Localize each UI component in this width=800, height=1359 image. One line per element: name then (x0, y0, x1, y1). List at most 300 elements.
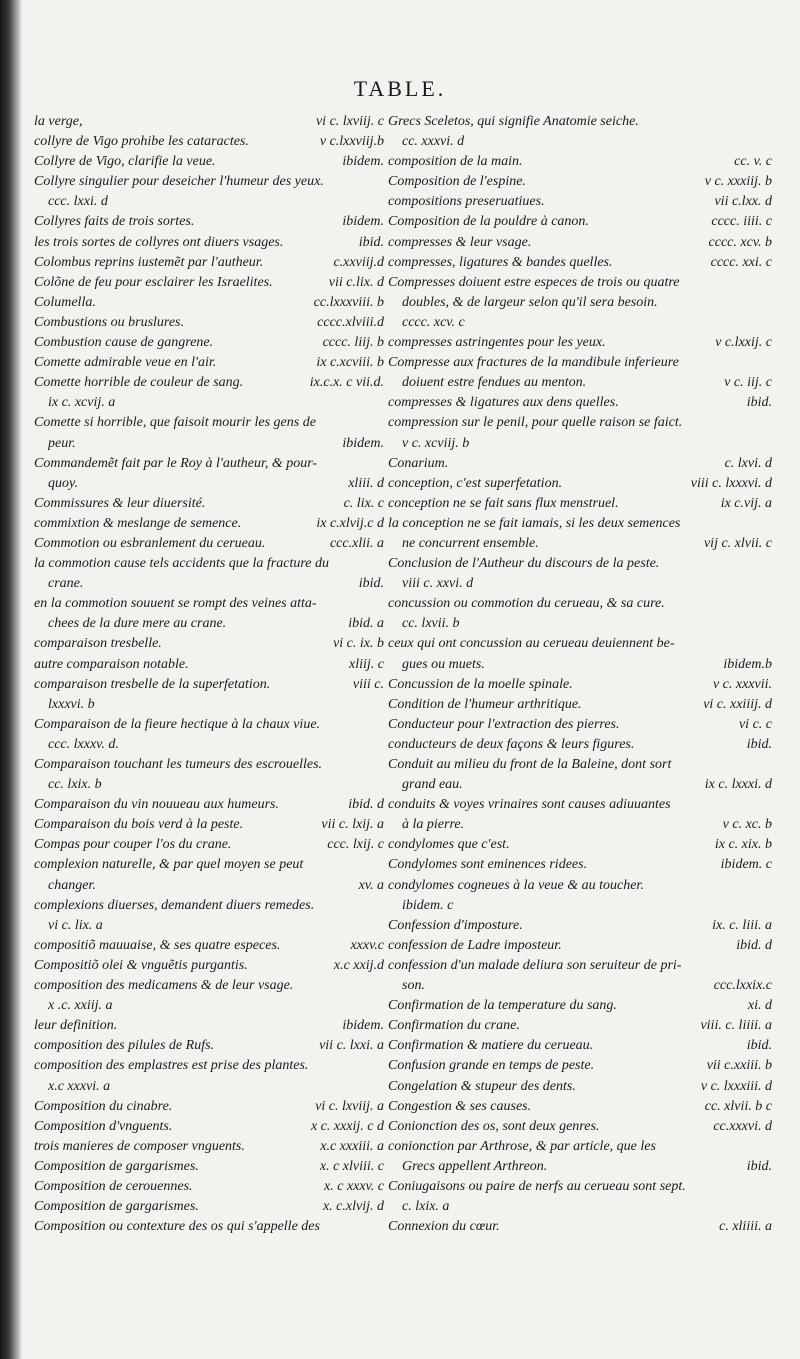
entry-text: composition des emplastres est prise des plantes. (34, 1058, 309, 1074)
index-entry (34, 976, 384, 1016)
index-entry (34, 333, 384, 353)
entry-reference: ibidem. c (720, 857, 772, 873)
index-entry-line (388, 434, 772, 454)
entry-text: composition des pilules de Rufs. (34, 1038, 215, 1054)
entry-text: Composition de l'espine. (388, 174, 526, 190)
entry-text: ibidem. c (402, 897, 454, 913)
entry-reference: cccc. xcv. b (708, 234, 772, 250)
entry-text: Compresse aux fractures de la mandibule inferieure (388, 355, 679, 371)
entry-reference: ccc.lxxix.c (713, 978, 772, 994)
entry-text: Composition de gargarismes. (34, 1199, 199, 1215)
index-entry-line (34, 554, 384, 574)
index-entry (34, 172, 384, 212)
entry-text: Grecs appellent Arthreon. (402, 1158, 548, 1174)
entry-text: Condition de l'humeur arthritique. (388, 696, 582, 712)
index-entry (388, 273, 772, 333)
entry-text: conception, c'est superfetation. (388, 475, 563, 491)
entry-text: c. lxix. a (402, 1199, 450, 1215)
index-entry-line (34, 1097, 384, 1117)
index-entry (388, 112, 772, 152)
index-entry-line (388, 1177, 772, 1197)
index-entry-line (34, 1217, 384, 1237)
entry-text: quoy. (48, 475, 78, 491)
index-entry-line (34, 474, 384, 494)
index-entry-line (388, 634, 772, 654)
index-entry-line (34, 815, 384, 835)
index-entry-line (34, 253, 384, 273)
index-entry (388, 1097, 772, 1117)
entry-text: Commotion ou esbranlement du cerueau. (34, 535, 266, 551)
index-entry (388, 916, 772, 936)
entry-text: confession de Ladre imposteur. (388, 937, 562, 953)
entry-text: conducteurs de deux façons & leurs figures. (388, 736, 635, 752)
index-entry-line (34, 1036, 384, 1056)
entry-reference: ccc. lxij. c (327, 837, 384, 853)
index-entry-line (388, 554, 772, 574)
entry-reference: xliii. d (348, 475, 384, 491)
index-entry (388, 1056, 772, 1076)
entry-reference: ibidem. (342, 214, 384, 230)
index-entry (34, 835, 384, 855)
index-entry (388, 474, 772, 494)
entry-reference: ibid. (746, 395, 772, 411)
index-entry (34, 353, 384, 373)
index-entry (34, 554, 384, 594)
index-entry (388, 353, 772, 393)
index-entry-line (388, 775, 772, 795)
index-entry (388, 795, 772, 835)
index-entry-line (34, 695, 384, 715)
entry-reference: ibid. (746, 1038, 772, 1054)
entry-reference: ibid. (746, 1158, 772, 1174)
entry-text: v c. xcviij. b (402, 435, 470, 451)
entry-reference: vii c. lxij. a (321, 817, 384, 833)
entry-text: confession d'un malade deliura son seruiteur de pri- (388, 957, 682, 973)
page-header: TABLE. (353, 76, 447, 101)
entry-text: composition de la main. (388, 154, 523, 170)
index-entry (34, 956, 384, 976)
index-entry (388, 233, 772, 253)
entry-reference: c. lix. c (343, 495, 384, 511)
index-entry-line (34, 1077, 384, 1097)
index-entry (34, 273, 384, 293)
index-entry-line (34, 293, 384, 313)
index-entry-line (388, 353, 772, 373)
index-entry-line (388, 1217, 772, 1237)
entry-text: Compresses doiuent estre especes de trois ou quatre (388, 274, 680, 290)
index-entry-line (34, 454, 384, 474)
entry-text: viii c. xxvi. d (402, 576, 474, 592)
entry-text: compresses & ligatures aux dens quelles. (388, 395, 619, 411)
index-entry-line (388, 835, 772, 855)
entry-reference: cc.lxxxviii. b (313, 294, 384, 310)
index-entry (34, 815, 384, 835)
entry-text: Confirmation de la temperature du sang. (388, 998, 617, 1014)
index-entry-line (34, 534, 384, 554)
index-entry-line (34, 192, 384, 212)
index-entry-line (388, 815, 772, 835)
entry-text: ccc. lxxi. d (48, 194, 108, 210)
entry-reference: viii c. (352, 676, 384, 692)
entry-reference: vi c. xxiiij. d (703, 696, 772, 712)
left-column (34, 112, 384, 1237)
index-entry-line (34, 1056, 384, 1076)
index-entry (388, 695, 772, 715)
index-entry (388, 514, 772, 554)
index-entry-line (388, 896, 772, 916)
index-entry-line (34, 514, 384, 534)
index-entry-line (34, 976, 384, 996)
entry-reference: ibid. d (736, 937, 772, 953)
entry-text: à la pierre. (402, 817, 465, 833)
entry-reference: x c. xxxij. c d (310, 1118, 384, 1134)
index-entry-line (34, 574, 384, 594)
entry-reference: viii c. lxxxvi. d (690, 475, 772, 491)
entry-text: Conarium. (388, 455, 449, 471)
entry-text: Confirmation & matiere du cerueau. (388, 1038, 594, 1054)
index-entry-line (388, 855, 772, 875)
index-entry (34, 1157, 384, 1177)
entry-text: Collyre de Vigo, clarifie la veue. (34, 154, 216, 170)
entry-text: comparaison tresbelle. (34, 636, 162, 652)
entry-reference: cccc. liij. b (322, 335, 384, 351)
index-entry (34, 454, 384, 494)
index-entry-line (388, 474, 772, 494)
index-entry (34, 112, 384, 132)
entry-text: Combustions ou bruslures. (34, 314, 185, 330)
index-entry-line (34, 594, 384, 614)
index-entry-line (388, 1097, 772, 1117)
index-entry (34, 212, 384, 232)
index-entry (34, 1197, 384, 1217)
index-entry (388, 594, 772, 634)
entry-reference: ix c. xix. b (714, 837, 772, 853)
index-entry-line (34, 152, 384, 172)
entry-text: vi c. lix. a (48, 917, 103, 933)
entry-reference: xxxv.c (350, 937, 384, 953)
index-entry (388, 996, 772, 1016)
entry-reference: vi c. lxviij. c (315, 114, 384, 129)
index-entry-line (34, 1016, 384, 1036)
entry-text: Compas pour couper l'os du crane. (34, 837, 232, 853)
index-entry-line (34, 353, 384, 373)
index-entry (34, 413, 384, 453)
entry-text: trois manieres de composer vnguents. (34, 1138, 245, 1154)
index-entry-line (388, 735, 772, 755)
entry-reference: ccc.xlii. a (329, 535, 384, 551)
entry-text: Composition de la pouldre à canon. (388, 214, 589, 230)
index-entry-line (34, 373, 384, 393)
entry-reference: vii c.lix. d (328, 274, 384, 290)
index-entry-line (388, 976, 772, 996)
index-entry (34, 1097, 384, 1117)
right-column (388, 112, 772, 1237)
entry-reference: cc. v. c (734, 154, 772, 170)
index-entry (388, 333, 772, 353)
index-entry (34, 795, 384, 815)
index-entry-line (388, 212, 772, 232)
entry-text: compresses & leur vsage. (388, 234, 532, 250)
index-entry-line (34, 735, 384, 755)
entry-reference: v c. lxxxiii. d (700, 1078, 772, 1094)
entry-text: collyre de Vigo prohibe les cataractes. (34, 134, 249, 150)
index-entry-line (34, 634, 384, 654)
index-entry-line (388, 514, 772, 534)
index-entry (388, 413, 772, 453)
index-entry (388, 1117, 772, 1137)
index-entry (34, 675, 384, 715)
entry-text: conduits & voyes vrinaires sont causes adiuuantes (388, 797, 671, 813)
index-entry-line (388, 614, 772, 634)
index-entry-line (388, 695, 772, 715)
index-entry (34, 896, 384, 936)
entry-reference: v c. xc. b (722, 817, 772, 833)
index-entry-line (388, 172, 772, 192)
entry-text: Condylomes sont eminences ridees. (388, 857, 588, 873)
index-entry (388, 1077, 772, 1097)
entry-text: doubles, & de largeur selon qu'il sera besoin. (402, 294, 658, 310)
index-entry-line (34, 916, 384, 936)
index-entry (388, 1016, 772, 1036)
entry-text: concussion ou commotion du cerueau, & sa cure. (388, 596, 665, 612)
index-entry-line (34, 675, 384, 695)
index-entry-line (388, 293, 772, 313)
index-entry-line (388, 594, 772, 614)
index-entry-line (388, 1117, 772, 1137)
entry-text: en la commotion souuent se rompt des veines atta- (34, 596, 317, 612)
index-entry-line (34, 795, 384, 815)
index-entry-line (34, 212, 384, 232)
entry-reference: ibidem. (342, 154, 384, 170)
entry-text: compositions preseruatiues. (388, 194, 545, 210)
entry-reference: vii c.lxx. d (714, 194, 772, 210)
entry-text: x.c xxxvi. a (48, 1078, 111, 1094)
index-entry (34, 655, 384, 675)
index-entry (34, 1016, 384, 1036)
entry-reference: x. c xlviii. c (319, 1158, 384, 1174)
index-entry (388, 735, 772, 755)
index-entry-line (388, 795, 772, 815)
entry-text: Composition de cerouennes. (34, 1178, 193, 1194)
index-entry (388, 393, 772, 413)
entry-text: composition des medicamens & de leur vsage. (34, 978, 294, 994)
entry-reference: ix c.vij. a (720, 495, 772, 511)
index-entry-line (34, 112, 384, 132)
index-entry (388, 675, 772, 695)
index-entry (388, 1036, 772, 1056)
entry-text: commixtion & meslange de semence. (34, 515, 242, 531)
index-entry-line (388, 373, 772, 393)
entry-reference: v c.lxxij. c (715, 335, 772, 351)
index-entry (388, 1177, 772, 1217)
entry-text: Confirmation du crane. (388, 1018, 520, 1034)
index-entry-line (34, 1197, 384, 1217)
index-entry-line (388, 393, 772, 413)
index-entry (34, 594, 384, 634)
index-entry-line (388, 936, 772, 956)
entry-reference: x. c xxxv. c (324, 1178, 384, 1194)
entry-text: Comparaison du vin nouueau aux humeurs. (34, 797, 279, 813)
index-entry-line (388, 454, 772, 474)
index-entry (388, 152, 772, 172)
entry-text: la verge, (34, 114, 83, 129)
index-entry (34, 514, 384, 534)
entry-text: Conducteur pour l'extraction des pierres. (388, 716, 620, 732)
index-entry-line (34, 273, 384, 293)
index-entry-line (388, 494, 772, 514)
index-entry-line (34, 715, 384, 735)
entry-text: Congelation & stupeur des dents. (388, 1078, 576, 1094)
entry-text: compresses, ligatures & bandes quelles. (388, 254, 613, 270)
entry-text: Columella. (34, 294, 96, 310)
entry-reference: cccc. xxi. c (710, 254, 772, 270)
index-entry-line (388, 956, 772, 976)
entry-reference: vi c. ix. b (333, 636, 384, 652)
entry-text: complexion naturelle, & par quel moyen se peut (34, 857, 304, 873)
entry-reference: xi. d (747, 998, 772, 1014)
index-entry-line (34, 1117, 384, 1137)
entry-reference: cccc.xlviii.d (317, 314, 384, 330)
index-entry (388, 855, 772, 875)
entry-reference: ibidem.b (723, 656, 772, 672)
index-entry-line (388, 112, 772, 132)
entry-text: leur definition. (34, 1018, 118, 1034)
entry-text: Collyres faits de trois sortes. (34, 214, 195, 230)
index-entry-line (34, 956, 384, 976)
index-entry-line (34, 936, 384, 956)
index-entry (34, 634, 384, 654)
entry-text: son. (402, 978, 425, 994)
entry-text: condylomes que c'est. (388, 837, 510, 853)
index-entry-line (388, 675, 772, 695)
index-entry (34, 1117, 384, 1137)
index-entry-line (388, 1077, 772, 1097)
entry-reference: vii c. lxxi. a (319, 1038, 384, 1054)
index-entry (34, 755, 384, 795)
entry-reference: ibid. d (348, 797, 384, 813)
entry-text: Composition du cinabre. (34, 1098, 173, 1114)
index-entry (388, 715, 772, 735)
index-entry (34, 253, 384, 273)
index-entry (388, 554, 772, 594)
entry-text: la conception ne se fait iamais, si les deux semences (388, 515, 681, 531)
index-entry-line (388, 253, 772, 273)
entry-text: Composition de gargarismes. (34, 1158, 199, 1174)
index-entry-line (34, 855, 384, 875)
index-entry-line (388, 715, 772, 735)
entry-text: Composition ou contexture des os qui s'appelle des (34, 1219, 320, 1235)
entry-text: lxxxvi. b (48, 696, 95, 712)
index-entry-line (388, 273, 772, 293)
entry-reference: c. xliiii. a (719, 1219, 772, 1235)
entry-text: Comette admirable veue en l'air. (34, 355, 217, 371)
index-entry-line (388, 1036, 772, 1056)
entry-reference: ibid. (358, 234, 384, 250)
entry-text: gues ou muets. (402, 656, 485, 672)
entry-text: conionction par Arthrose, & par article, que les (388, 1138, 656, 1154)
index-entry-line (34, 655, 384, 675)
index-entry-line (388, 152, 772, 172)
entry-reference: v c. xxxvii. (712, 676, 772, 692)
index-entry-line (388, 1056, 772, 1076)
entry-text: Confession d'imposture. (388, 917, 523, 933)
entry-text: Comparaison du bois verd à la peste. (34, 817, 244, 833)
entry-text: Confusion grande en temps de peste. (388, 1058, 595, 1074)
entry-text: crane. (48, 576, 84, 592)
index-entry-line (34, 172, 384, 192)
index-entry (34, 1217, 384, 1237)
entry-text: Combustion cause de gangrene. (34, 335, 214, 351)
entry-text: Comette si horrible, que faisoit mourir les gens de (34, 415, 316, 431)
entry-text: compresses astringentes pour les yeux. (388, 335, 606, 351)
index-entry (34, 313, 384, 333)
index-entry (388, 192, 772, 212)
index-entry (34, 1036, 384, 1056)
index-entry (34, 494, 384, 514)
index-entry (388, 1137, 772, 1177)
index-entry (34, 715, 384, 755)
entry-text: Congestion & ses causes. (388, 1098, 532, 1114)
entry-text: doiuent estre fendues au menton. (402, 375, 587, 391)
entry-text: Comparaison de la fieure hectique à la chaux viue. (34, 716, 321, 732)
index-entry-line (388, 1157, 772, 1177)
index-entry (388, 936, 772, 956)
entry-reference: ibid. (358, 576, 384, 592)
entry-reference: ix.c.x. c vii.d. (309, 375, 384, 391)
index-entry-line (34, 896, 384, 916)
index-entry-line (34, 313, 384, 333)
entry-reference: x.c xxij.d (333, 957, 384, 973)
entry-reference: x. c.xlvij. d (322, 1199, 384, 1215)
index-entry (388, 634, 772, 674)
index-entry (34, 152, 384, 172)
index-entry-line (34, 1177, 384, 1197)
entry-text: Comparaison touchant les tumeurs des escrouelles. (34, 757, 323, 772)
entry-text: compositiõ mauuaise, & ses quatre especes. (34, 937, 281, 953)
index-entry-line (388, 755, 772, 775)
index-entry (34, 534, 384, 554)
index-entry (388, 454, 772, 474)
entry-reference: x.c xxxiii. a (320, 1138, 384, 1154)
entry-text: ix c. xcvij. a (48, 395, 116, 411)
index-entry-line (388, 1137, 772, 1157)
entry-reference: vi c. c (738, 716, 772, 732)
index-entry-line (388, 655, 772, 675)
entry-text: condylomes cogneues à la veue & au toucher. (388, 877, 644, 893)
index-entry-line (34, 333, 384, 353)
index-entry-line (34, 1157, 384, 1177)
index-entry (34, 855, 384, 895)
entry-reference: ibidem. (342, 435, 384, 451)
index-entry-line (388, 333, 772, 353)
index-entry-line (34, 413, 384, 433)
entry-text: peur. (48, 435, 76, 451)
index-entry (388, 494, 772, 514)
index-entry-line (34, 233, 384, 253)
entry-text: Commandemẽt fait par le Roy à l'autheur, & pour- (34, 455, 318, 471)
entry-text: Commissures & leur diuersité. (34, 495, 206, 511)
index-entry-line (34, 614, 384, 634)
entry-reference: ix. c. liii. a (712, 917, 772, 933)
index-entry (34, 1056, 384, 1096)
index-entry-line (388, 534, 772, 554)
entry-reference: ix c.xlvij.c d (316, 515, 384, 531)
entry-text: Conclusion de l'Autheur du discours de la peste. (388, 556, 660, 572)
index-entry-line (34, 434, 384, 454)
index-entry-line (388, 1016, 772, 1036)
index-entry (388, 956, 772, 996)
entry-text: chees de la dure mere au crane. (48, 616, 227, 632)
